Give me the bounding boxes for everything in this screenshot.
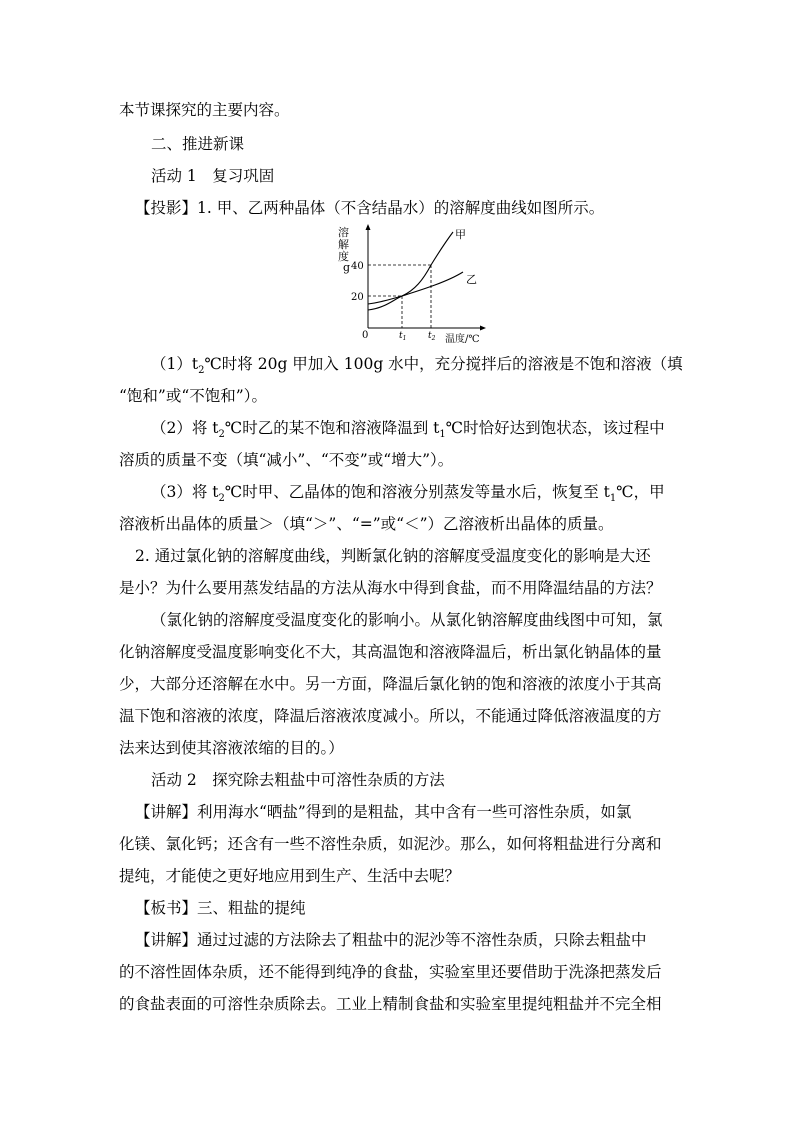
ylabel-char: 度 (338, 250, 349, 263)
tick-t2: $t_2$ (428, 331, 436, 342)
text-span: ℃时恰好达到饱状态，该过程中 (445, 419, 665, 437)
text-span: ℃时甲、乙晶体的饱和溶液分别蒸发等量水后，恢复至 t (224, 483, 610, 501)
ylabel-char: 解 (338, 238, 349, 251)
text-line: （氯化钠的溶解度受温度变化的影响小。从氯化钠溶解度曲线图中可知，氯 (151, 611, 663, 629)
question-1 (151, 354, 683, 377)
text-line: 温下饱和溶液的浓度，降温后溶液浓度减小。所以，不能通过降低溶液温度的方 (119, 707, 662, 725)
xlabel: 温度/℃ (445, 334, 480, 345)
text-line: 【讲解】通过过滤的方法除去了粗盐中的泥沙等不溶性杂质，只除去粗盐中 (135, 931, 647, 949)
text-line: 溶液析出晶体的质量＞（填“＞”、“=”或“＜”）乙溶液析出晶体的质量。 (119, 515, 614, 533)
curve-yi (368, 272, 463, 304)
y-axis-arrow (366, 224, 371, 230)
text-line: 化镁、氯化钙；还含有一些不溶性杂质，如泥沙。那么，如何将粗盐进行分离和 (119, 835, 662, 853)
tick-40: 40 (351, 261, 364, 272)
curve-jia (368, 232, 453, 310)
text-line: 化钠溶解度受温度影响变化不大，其高温饱和溶液降温后，析出氯化钠晶体的量 (119, 643, 662, 661)
x-axis-arrow (480, 326, 486, 331)
subscript: 2 (198, 365, 205, 376)
text-span: （1）t (151, 355, 199, 373)
text-line: 本节课探究的主要内容。 (119, 101, 290, 119)
text-span: ℃，甲 (616, 483, 665, 501)
text-span: ℃时乙的某不饱和溶液降温到 t (224, 419, 440, 437)
tick-t1: $t_1$ (399, 331, 407, 342)
text-line: 【投影】1. 甲、乙两种晶体（不含结晶水）的溶解度曲线如图所示。 (135, 199, 605, 217)
text-line: 2. 通过氯化钠的溶解度曲线，判断氯化钠的溶解度受温度变化的影响是大还 (135, 547, 651, 565)
subscript: 1 (439, 429, 446, 440)
ylabel-unit: g (343, 261, 351, 274)
subscript: 2 (218, 493, 225, 504)
text-span: （2）将 t (151, 419, 219, 437)
ylabel-char: 溶 (338, 226, 349, 239)
activity-heading: 活动 2 探究除去粗盐中可溶性杂质的方法 (151, 771, 445, 789)
text-line: 是小？为什么要用蒸发结晶的方法从海水中得到食盐，而不用降温结晶的方法？ (119, 579, 662, 597)
solubility-figure (335, 224, 495, 349)
series-label-yi: 乙 (466, 273, 477, 286)
section-heading: 二、推进新课 (151, 135, 245, 153)
text-line: “饱和”或“不饱和”）。 (119, 387, 267, 405)
text-line: 提纯，才能使之更好地应用到生产、生活中去呢？ (119, 867, 461, 885)
text-line: 法来达到使其溶液浓缩的目的。） (119, 739, 344, 757)
subscript: 1 (609, 493, 617, 504)
text-span: （3）将 t (151, 483, 219, 501)
text-line: 溶质的质量不变（填“减小”、“不变”或“增大”）。 (119, 451, 454, 469)
text-line: 的食盐表面的可溶性杂质除去。工业上精制食盐和实验室里提纯粗盐并不完全相 (119, 995, 662, 1013)
tick-20: 20 (351, 292, 364, 303)
text-line: 少，大部分还溶解在水中。另一方面，降温后氯化钠的饱和溶液的浓度小于其高 (119, 675, 662, 693)
text-line: 的不溶性固体杂质，还不能得到纯净的食盐，实验室里还要借助于洗涤把蒸发后 (119, 963, 662, 981)
activity-heading: 活动 1 复习巩固 (151, 167, 275, 185)
text-line: 【讲解】利用海水“晒盐”得到的是粗盐，其中含有一些可溶性杂质，如氯 (135, 803, 632, 821)
solubility-chart (335, 224, 495, 349)
series-label-jia: 甲 (455, 228, 466, 241)
text-span: ℃时将 20g 甲加入 100g 水中，充分搅拌后的溶液是不饱和溶液（填 (204, 355, 683, 373)
question-3 (151, 482, 665, 505)
origin-label: 0 (362, 330, 369, 341)
board-heading: 【板书】三、粗盐的提纯 (135, 899, 306, 917)
subscript: 2 (218, 429, 225, 440)
question-2 (151, 418, 665, 441)
